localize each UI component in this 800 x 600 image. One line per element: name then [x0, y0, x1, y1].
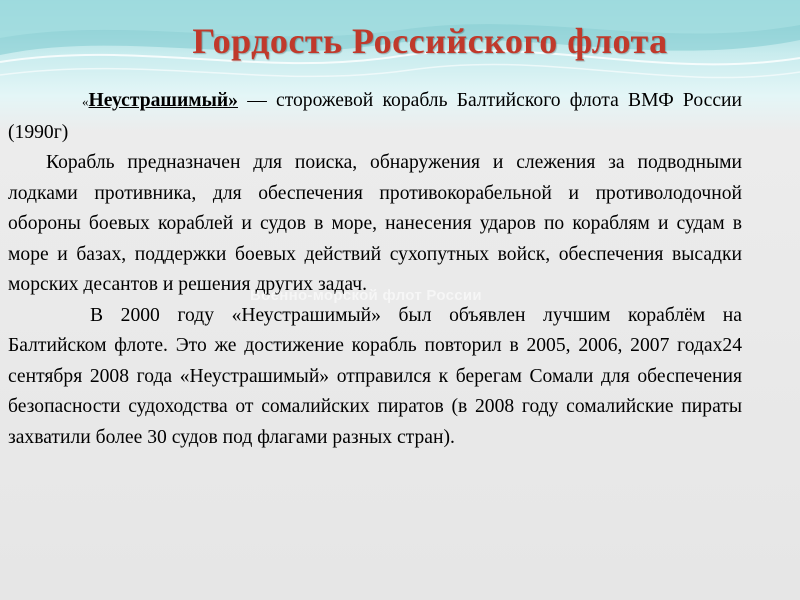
ship-intro-text: — сторожевой корабль Балтийского флота ВМФ России (1990г) [8, 90, 742, 143]
watermark-text: Военно-морской флот России [250, 287, 482, 304]
paragraph-ship-intro [8, 86, 742, 148]
slide-body [8, 86, 742, 453]
slide-title: Гордость Российского флота [192, 21, 668, 61]
paragraph-purpose: Корабль предназначен для поиска, обнаружения и слежения за подводными лодками противника, для обеспечения противокорабельной и противолодочной обороны боевых кораблей и судов в море, нанесения ударов по кораблям и судам в море и базах, поддержки боевых действий сухопутных войск, обеспечения высадки морских десантов и решения других задач. [8, 152, 742, 295]
open-quote: « [82, 94, 89, 109]
ship-name-link[interactable]: Неустрашимый» [88, 90, 238, 111]
paragraph-achievements: В 2000 году «Неустрашимый» был объявлен лучшим кораблём на Балтийском флоте. Это же достижение корабль повторил в 2005, 2006, 2007 годах24 сентября 2008 года «Неустрашимый» отправился к берегам Сомали для обеспечения безопасности судоходства от сомалийских пиратов (в 2008 году сомалийские пираты захватили более 30 судов под флагами разных стран). [8, 304, 742, 448]
